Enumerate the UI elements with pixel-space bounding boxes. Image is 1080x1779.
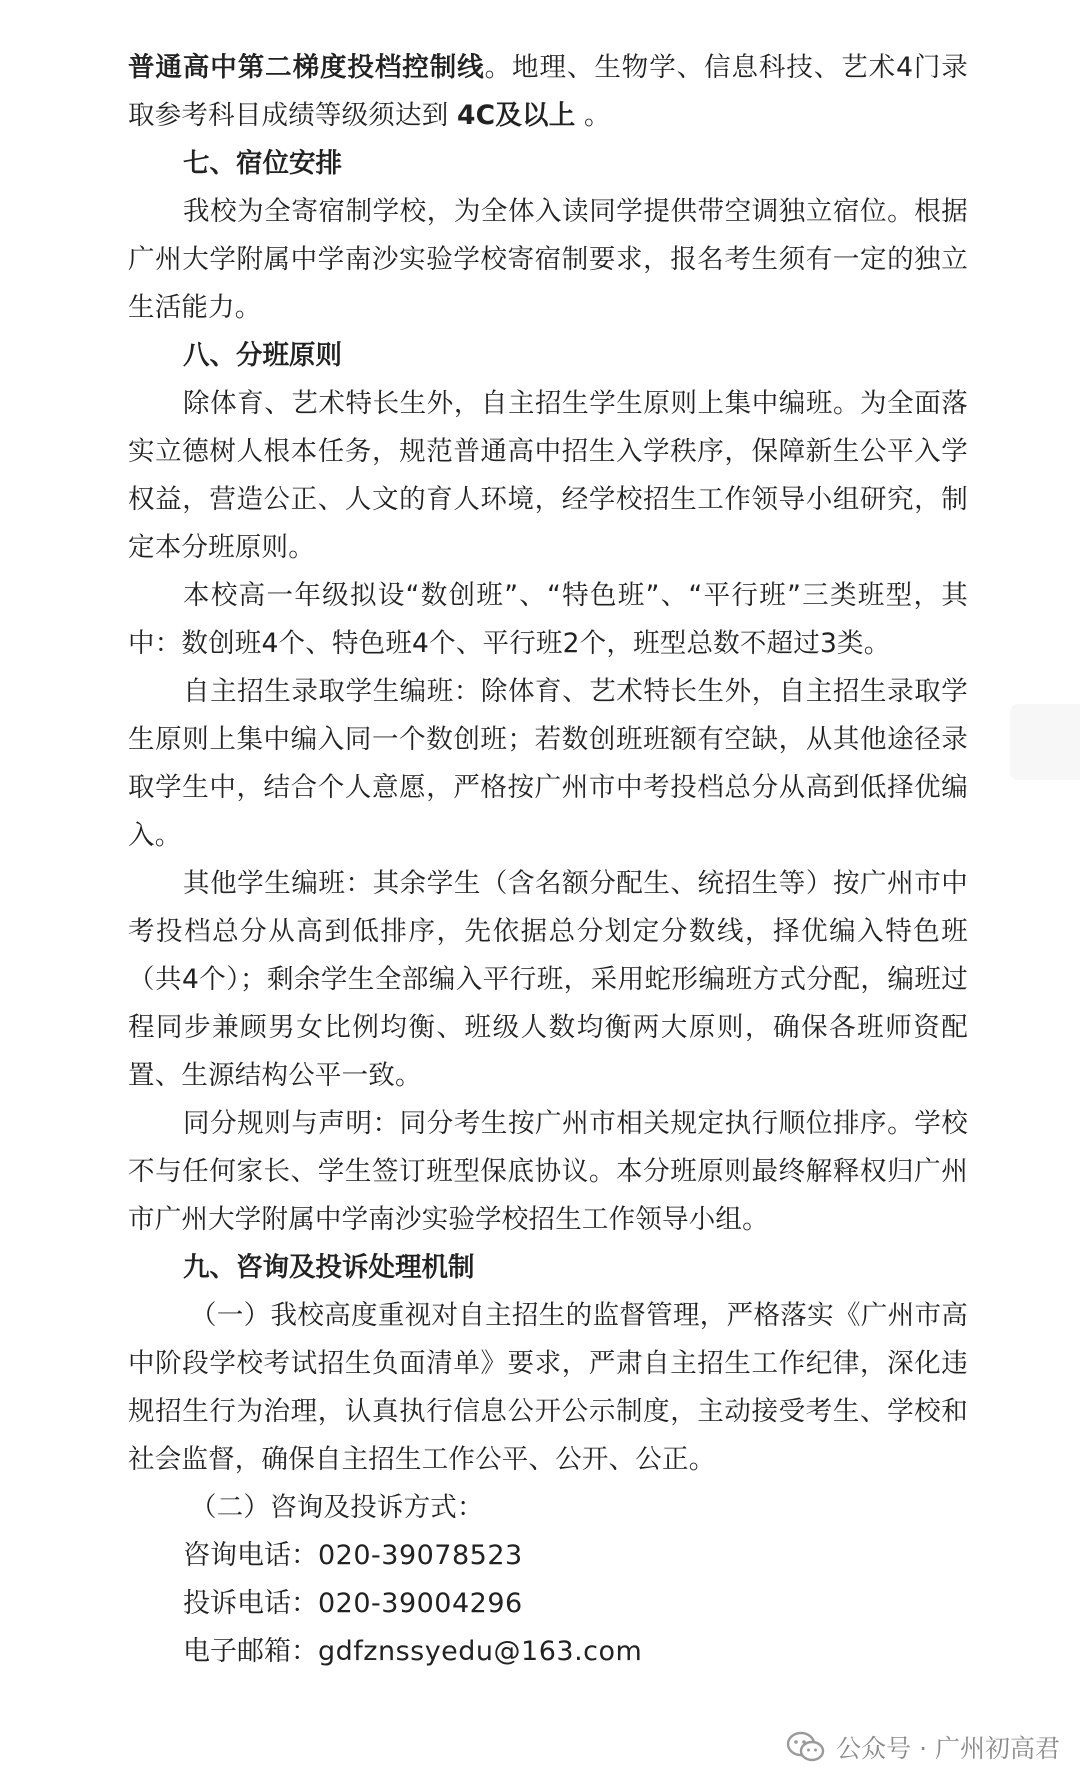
edge-decoration xyxy=(1010,704,1080,780)
watermark-text: 公众号 · 广州初高君 xyxy=(836,1734,1060,1763)
consult-phone-label: 咨询电话： xyxy=(183,1540,318,1571)
paragraph-supervision: （一）我校高度重视对自主招生的监督管理，严格落实《广州市高中阶段学校考试招生负面清单》要求，严肃自主招生工作纪律，深化违规招生行为治理，认真执行信息公开公示制度，主动接受考生、学校和社会监督，确保自主招生工作公平、公开、公正。 xyxy=(128,1300,968,1475)
email-label: 电子邮箱： xyxy=(183,1636,318,1667)
section-heading-dormitory: 七、宿位安排 xyxy=(183,148,342,179)
email-address[interactable]: gdfznssyedu@163.com xyxy=(318,1636,643,1667)
bold-text-grade-level: 4C及以上 xyxy=(457,100,576,131)
document-body xyxy=(128,44,968,1676)
section-heading-consultation: 九、咨询及投诉处理机制 xyxy=(183,1252,475,1283)
paragraph-contact-methods: （二）咨询及投诉方式： xyxy=(190,1492,484,1523)
paragraph-admission-requirement xyxy=(128,44,968,140)
paragraph-class-types: 本校高一年级拟设“数创班”、“特色班”、“平行班”三类班型，其中：数创班4个、特色班4个、平行班2个，班型总数不超过3类。 xyxy=(128,580,968,659)
consult-phone-number[interactable]: 020-39078523 xyxy=(318,1540,523,1571)
section-heading-class-division: 八、分班原则 xyxy=(183,340,342,371)
watermark xyxy=(786,1729,1060,1765)
paragraph-class-division-intro: 除体育、艺术特长生外，自主招生学生原则上集中编班。为全面落实立德树人根本任务，规范普通高中招生入学秩序，保障新生公平入学权益，营造公正、人文的育人环境，经学校招生工作领导小组研究，制定本分班原则。 xyxy=(128,388,968,563)
complaint-phone-number[interactable]: 020-39004296 xyxy=(318,1588,523,1619)
text-period: 。 xyxy=(584,100,611,131)
paragraph-self-enrollment-classes: 自主招生录取学生编班：除体育、艺术特长生外，自主招生录取学生原则上集中编入同一个数创班；若数创班班额有空缺，从其他途径录取学生中，结合个人意愿，严格按广州市中考投档总分从高到低择优编入。 xyxy=(128,676,968,851)
paragraph-tie-rules: 同分规则与声明：同分考生按广州市相关规定执行顺位排序。学校不与任何家长、学生签订班型保底协议。本分班原则最终解释权归广州市广州大学附属中学南沙实验学校招生工作领导小组。 xyxy=(128,1108,968,1235)
consult-phone-line xyxy=(128,1532,968,1580)
bold-text-control-line: 普通高中第二梯度投档控制线 xyxy=(128,52,485,83)
complaint-phone-label: 投诉电话： xyxy=(183,1588,318,1619)
email-line xyxy=(128,1628,968,1676)
paragraph-dormitory: 我校为全寄宿制学校，为全体入读同学提供带空调独立宿位。根据广州大学附属中学南沙实验学校寄宿制要求，报名考生须有一定的独立生活能力。 xyxy=(128,196,968,323)
paragraph-other-student-classes: 其他学生编班：其余学生（含名额分配生、统招生等）按广州市中考投档总分从高到低排序，先依据总分划定分数线，择优编入特色班（共4个）；剩余学生全部编入平行班，采用蛇形编班方式分配，编班过程同步兼顾男女比例均衡、班级人数均衡两大原则，确保各班师资配置、生源结构公平一致。 xyxy=(128,868,968,1091)
wechat-icon xyxy=(786,1731,826,1763)
text-subject-requirement: 。地理、生物学、信息科技、艺术4门录取参考科目成绩等级须达到 xyxy=(128,52,968,131)
complaint-phone-line xyxy=(128,1580,968,1628)
